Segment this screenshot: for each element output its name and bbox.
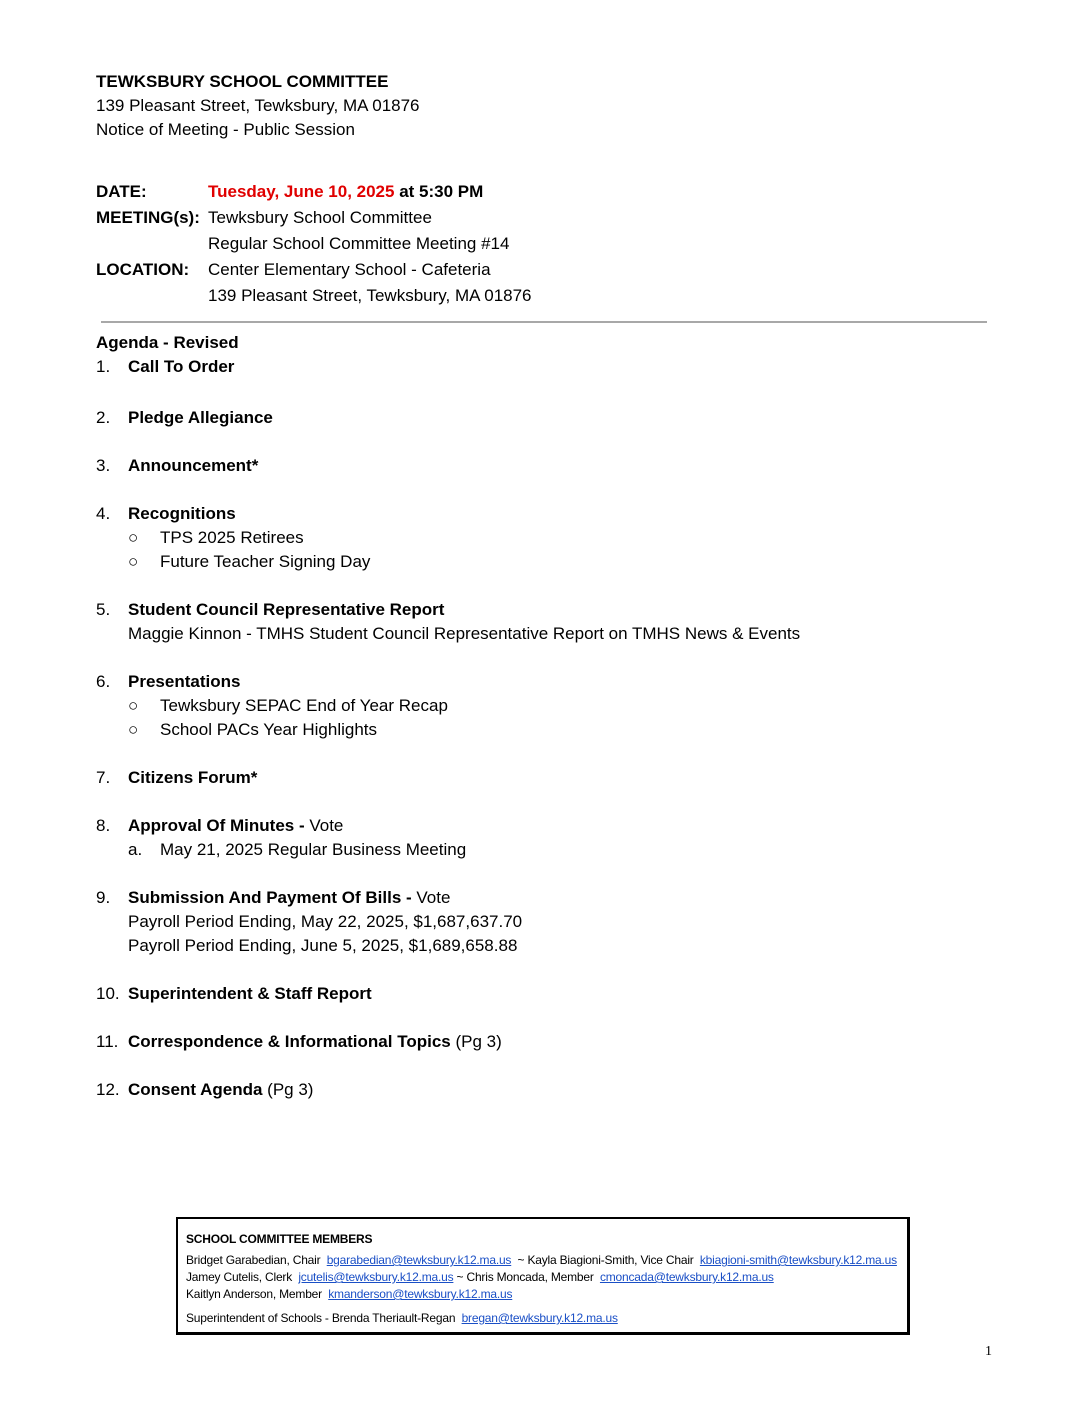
chair-name: Bridget Garabedian, Chair (186, 1253, 321, 1267)
agenda-item-suffix: (Pg 3) (450, 1032, 502, 1051)
location-label: LOCATION: (96, 260, 190, 279)
agenda-item-title: Announcement* (128, 456, 259, 475)
agenda-item-number: 1. (96, 357, 111, 376)
members-line (186, 1286, 907, 1303)
agenda-item-number: 3. (96, 456, 111, 475)
sub-item-marker: ○ (128, 528, 139, 547)
agenda-item-title: Correspondence & Informational Topics (128, 1032, 451, 1051)
date-row (96, 179, 532, 205)
sub-item-marker: ○ (128, 720, 139, 739)
agenda-item-number: 5. (96, 600, 111, 619)
location-row (96, 257, 532, 309)
agenda-sub-item (128, 526, 304, 550)
agenda-sub-item (128, 838, 467, 862)
location-line: 139 Pleasant Street, Tewksbury, MA 01876 (208, 286, 532, 305)
agenda-item-suffix: (Pg 3) (262, 1080, 314, 1099)
agenda-item-number: 6. (96, 672, 111, 691)
agenda-item-title: Call To Order (128, 357, 235, 376)
sub-item-text: Tewksbury SEPAC End of Year Recap (160, 696, 448, 715)
document-header (96, 70, 420, 142)
page-number: 1 (985, 1344, 992, 1359)
members-line (186, 1269, 907, 1286)
committee-members-box (176, 1217, 910, 1335)
member-name: Kaitlyn Anderson, Member (186, 1287, 322, 1301)
sub-item-text: TPS 2025 Retirees (160, 528, 304, 547)
chair-email-link[interactable]: bgarabedian@tewksbury.k12.ma.us (326, 1253, 512, 1267)
date-value: Tuesday, June 10, 2025 (208, 182, 395, 201)
agenda (96, 331, 996, 1099)
agenda-item-suffix: Vote (411, 888, 451, 907)
meetings-row (96, 205, 532, 257)
horizontal-divider (101, 321, 987, 323)
clerk-name: Jamey Cutelis, Clerk (186, 1270, 293, 1284)
agenda-item-title: Approval Of Minutes - (128, 816, 305, 835)
superintendent-email-link[interactable]: bregan@tewksbury.k12.ma.us (461, 1311, 618, 1325)
superintendent-line (186, 1310, 907, 1327)
agenda-item-title: Recognitions (128, 504, 236, 523)
agenda-sub-item (128, 718, 378, 742)
member-email-link[interactable]: cmoncada@tewksbury.k12.ma.us (599, 1270, 774, 1284)
agenda-item-title: Presentations (128, 672, 241, 691)
agenda-item-detail: Payroll Period Ending, May 22, 2025, $1,687,637.70 (128, 912, 523, 931)
agenda-item-number: 8. (96, 816, 111, 835)
agenda-item-number: 9. (96, 888, 111, 907)
members-line (186, 1252, 907, 1269)
notice-line: Notice of Meeting - Public Session (96, 120, 355, 139)
agenda-item-title: Consent Agenda (128, 1080, 263, 1099)
agenda-item-number: 10. (96, 984, 120, 1003)
agenda-item-title: Student Council Representative Report (128, 600, 445, 619)
location-line: Center Elementary School - Cafeteria (208, 260, 491, 279)
superintendent-name: Superintendent of Schools - Brenda Theriault-Regan (186, 1311, 456, 1325)
agenda-item-number: 2. (96, 408, 111, 427)
member-email-link[interactable]: kmanderson@tewksbury.k12.ma.us (328, 1287, 513, 1301)
meeting-name: Tewksbury School Committee (208, 208, 432, 227)
date-label: DATE: (96, 182, 147, 201)
sub-item-text: May 21, 2025 Regular Business Meeting (160, 840, 467, 859)
agenda-item-number: 7. (96, 768, 111, 787)
agenda-title: Agenda - Revised (96, 333, 239, 352)
agenda-item-number: 11. (96, 1032, 119, 1051)
agenda-item-number: 4. (96, 504, 111, 523)
sub-item-text: School PACs Year Highlights (160, 720, 378, 739)
agenda-item-title: Submission And Payment Of Bills - (128, 888, 412, 907)
agenda-sub-item (128, 550, 371, 574)
sub-item-text: Future Teacher Signing Day (160, 552, 371, 571)
sub-item-marker: a. (128, 840, 143, 859)
org-name: TEWKSBURY SCHOOL COMMITTEE (96, 72, 389, 91)
agenda-item-suffix: Vote (304, 816, 344, 835)
members-title: SCHOOL COMMITTEE MEMBERS (186, 1232, 373, 1246)
meeting-name: Regular School Committee Meeting #14 (208, 234, 510, 253)
agenda-item-detail: Payroll Period Ending, June 5, 2025, $1,689,658.88 (128, 936, 518, 955)
vice-chair-name: ~ Kayla Biagioni-Smith, Vice Chair (517, 1253, 694, 1267)
sub-item-marker: ○ (128, 696, 139, 715)
org-address: 139 Pleasant Street, Tewksbury, MA 01876 (96, 96, 420, 115)
member-name: ~ Chris Moncada, Member (456, 1270, 594, 1284)
agenda-item-title: Pledge Allegiance (128, 408, 273, 427)
agenda-item-title: Superintendent & Staff Report (128, 984, 372, 1003)
clerk-email-link[interactable]: jcutelis@tewksbury.k12.ma.us (298, 1270, 454, 1284)
meetings-label: MEETING(s): (96, 208, 200, 227)
time-value: at 5:30 PM (394, 182, 484, 201)
meeting-details (96, 179, 532, 309)
sub-item-marker: ○ (128, 552, 139, 571)
agenda-item-number: 12. (96, 1080, 120, 1099)
agenda-sub-item (128, 694, 448, 718)
agenda-item-title: Citizens Forum* (128, 768, 258, 787)
agenda-item-detail: Maggie Kinnon - TMHS Student Council Representative Report on TMHS News & Events (128, 624, 801, 643)
vice-chair-email-link[interactable]: kbiagioni-smith@tewksbury.k12.ma.us (699, 1253, 897, 1267)
